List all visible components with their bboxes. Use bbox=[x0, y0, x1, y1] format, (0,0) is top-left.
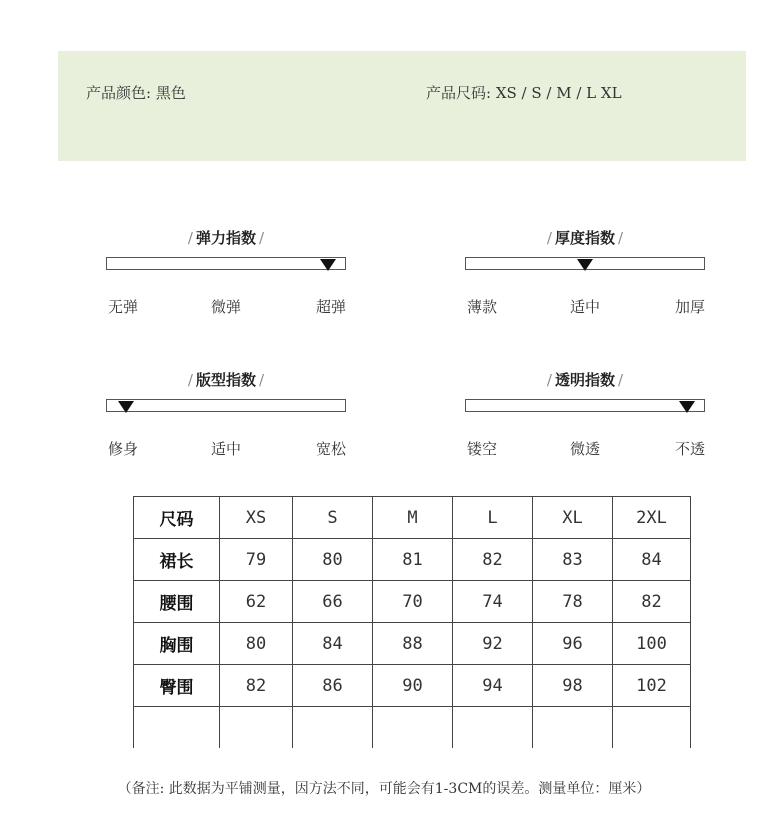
table-cell: 79 bbox=[220, 539, 293, 581]
index-name: 透明指数 bbox=[554, 371, 615, 389]
slash-decoration: / bbox=[259, 229, 265, 247]
table-row-label: 腰围 bbox=[134, 581, 220, 623]
index-label-mid: 适中 bbox=[569, 298, 600, 316]
table-row bbox=[134, 581, 691, 623]
table-row bbox=[134, 623, 691, 665]
index-label-mid: 微弹 bbox=[210, 298, 241, 316]
index-label-mid: 微透 bbox=[569, 440, 600, 458]
slash-decoration: / bbox=[618, 371, 624, 389]
index-label-high: 加厚 bbox=[674, 298, 705, 316]
table-cell: 88 bbox=[373, 623, 453, 665]
table-cell: 98 bbox=[533, 665, 613, 707]
table-cell bbox=[373, 707, 453, 749]
table-cell: 81 bbox=[373, 539, 453, 581]
table-cell: 80 bbox=[293, 539, 373, 581]
table-header-cell: L bbox=[453, 497, 533, 539]
table-cell: 78 bbox=[533, 581, 613, 623]
table-cell: 96 bbox=[533, 623, 613, 665]
table-row-label: 裙长 bbox=[134, 539, 220, 581]
table-cell bbox=[220, 707, 293, 749]
table-header-cell: 2XL bbox=[613, 497, 691, 539]
triangle-marker-icon bbox=[679, 401, 695, 413]
table-cell bbox=[533, 707, 613, 749]
index-name: 弹力指数 bbox=[195, 229, 256, 247]
index-scale-bar bbox=[106, 257, 346, 270]
product-info-banner bbox=[58, 51, 746, 161]
table-header-cell: M bbox=[373, 497, 453, 539]
measurement-note: （备注: 此数据为平铺测量，因方法不同，可能会有1-3CM的误差。测量单位：厘米） bbox=[117, 781, 651, 797]
index-title bbox=[106, 369, 346, 390]
table-cell: 62 bbox=[220, 581, 293, 623]
table-cell: 66 bbox=[293, 581, 373, 623]
table-cell bbox=[134, 707, 220, 749]
table-cell: 82 bbox=[613, 581, 691, 623]
table-row bbox=[134, 539, 691, 581]
index-label-high: 不透 bbox=[674, 440, 705, 458]
index-scale-bar bbox=[465, 257, 705, 270]
index-name: 厚度指数 bbox=[554, 229, 615, 247]
slash-decoration: / bbox=[187, 229, 193, 247]
table-cell: 90 bbox=[373, 665, 453, 707]
index-label-low: 薄款 bbox=[467, 298, 498, 316]
triangle-marker-icon bbox=[320, 259, 336, 271]
slash-decoration: / bbox=[259, 371, 265, 389]
table-cell bbox=[293, 707, 373, 749]
slash-decoration: / bbox=[618, 229, 624, 247]
table-cell: 80 bbox=[220, 623, 293, 665]
table-header-cell: S bbox=[293, 497, 373, 539]
index-label-low: 镂空 bbox=[467, 440, 498, 458]
table-header-cell: XS bbox=[220, 497, 293, 539]
table-cell bbox=[453, 707, 533, 749]
table-cell: 70 bbox=[373, 581, 453, 623]
slash-decoration: / bbox=[187, 371, 193, 389]
table-cell: 74 bbox=[453, 581, 533, 623]
index-title bbox=[465, 227, 705, 248]
table-cell: 86 bbox=[293, 665, 373, 707]
product-color-label: 产品颜色: 黑色 bbox=[86, 84, 186, 102]
table-cell: 84 bbox=[613, 539, 691, 581]
table-row-empty bbox=[134, 707, 691, 749]
table-cell: 100 bbox=[613, 623, 691, 665]
slash-decoration: / bbox=[546, 229, 552, 247]
table-row-label: 胸围 bbox=[134, 623, 220, 665]
table-cell: 92 bbox=[453, 623, 533, 665]
index-scale-bar bbox=[106, 399, 346, 412]
table-cell: 82 bbox=[453, 539, 533, 581]
table-header-row bbox=[134, 497, 691, 539]
table-header-cell: XL bbox=[533, 497, 613, 539]
table-header-cell: 尺码 bbox=[134, 497, 220, 539]
table-cell: 94 bbox=[453, 665, 533, 707]
index-scale-bar bbox=[465, 399, 705, 412]
table-cell: 83 bbox=[533, 539, 613, 581]
table-cell: 82 bbox=[220, 665, 293, 707]
index-label-mid: 适中 bbox=[210, 440, 241, 458]
size-table bbox=[133, 496, 691, 748]
table-row bbox=[134, 665, 691, 707]
table-row-label: 臀围 bbox=[134, 665, 220, 707]
product-size-label: 产品尺码: XS / S / M / L XL bbox=[426, 84, 622, 102]
index-name: 版型指数 bbox=[195, 371, 256, 389]
index-title bbox=[465, 369, 705, 390]
index-label-low: 修身 bbox=[108, 440, 139, 458]
table-cell bbox=[613, 707, 691, 749]
index-title bbox=[106, 227, 346, 248]
index-label-low: 无弹 bbox=[108, 298, 139, 316]
index-label-high: 宽松 bbox=[315, 440, 346, 458]
triangle-marker-icon bbox=[577, 259, 593, 271]
triangle-marker-icon bbox=[118, 401, 134, 413]
slash-decoration: / bbox=[546, 371, 552, 389]
table-cell: 84 bbox=[293, 623, 373, 665]
index-label-high: 超弹 bbox=[315, 298, 346, 316]
table-cell: 102 bbox=[613, 665, 691, 707]
